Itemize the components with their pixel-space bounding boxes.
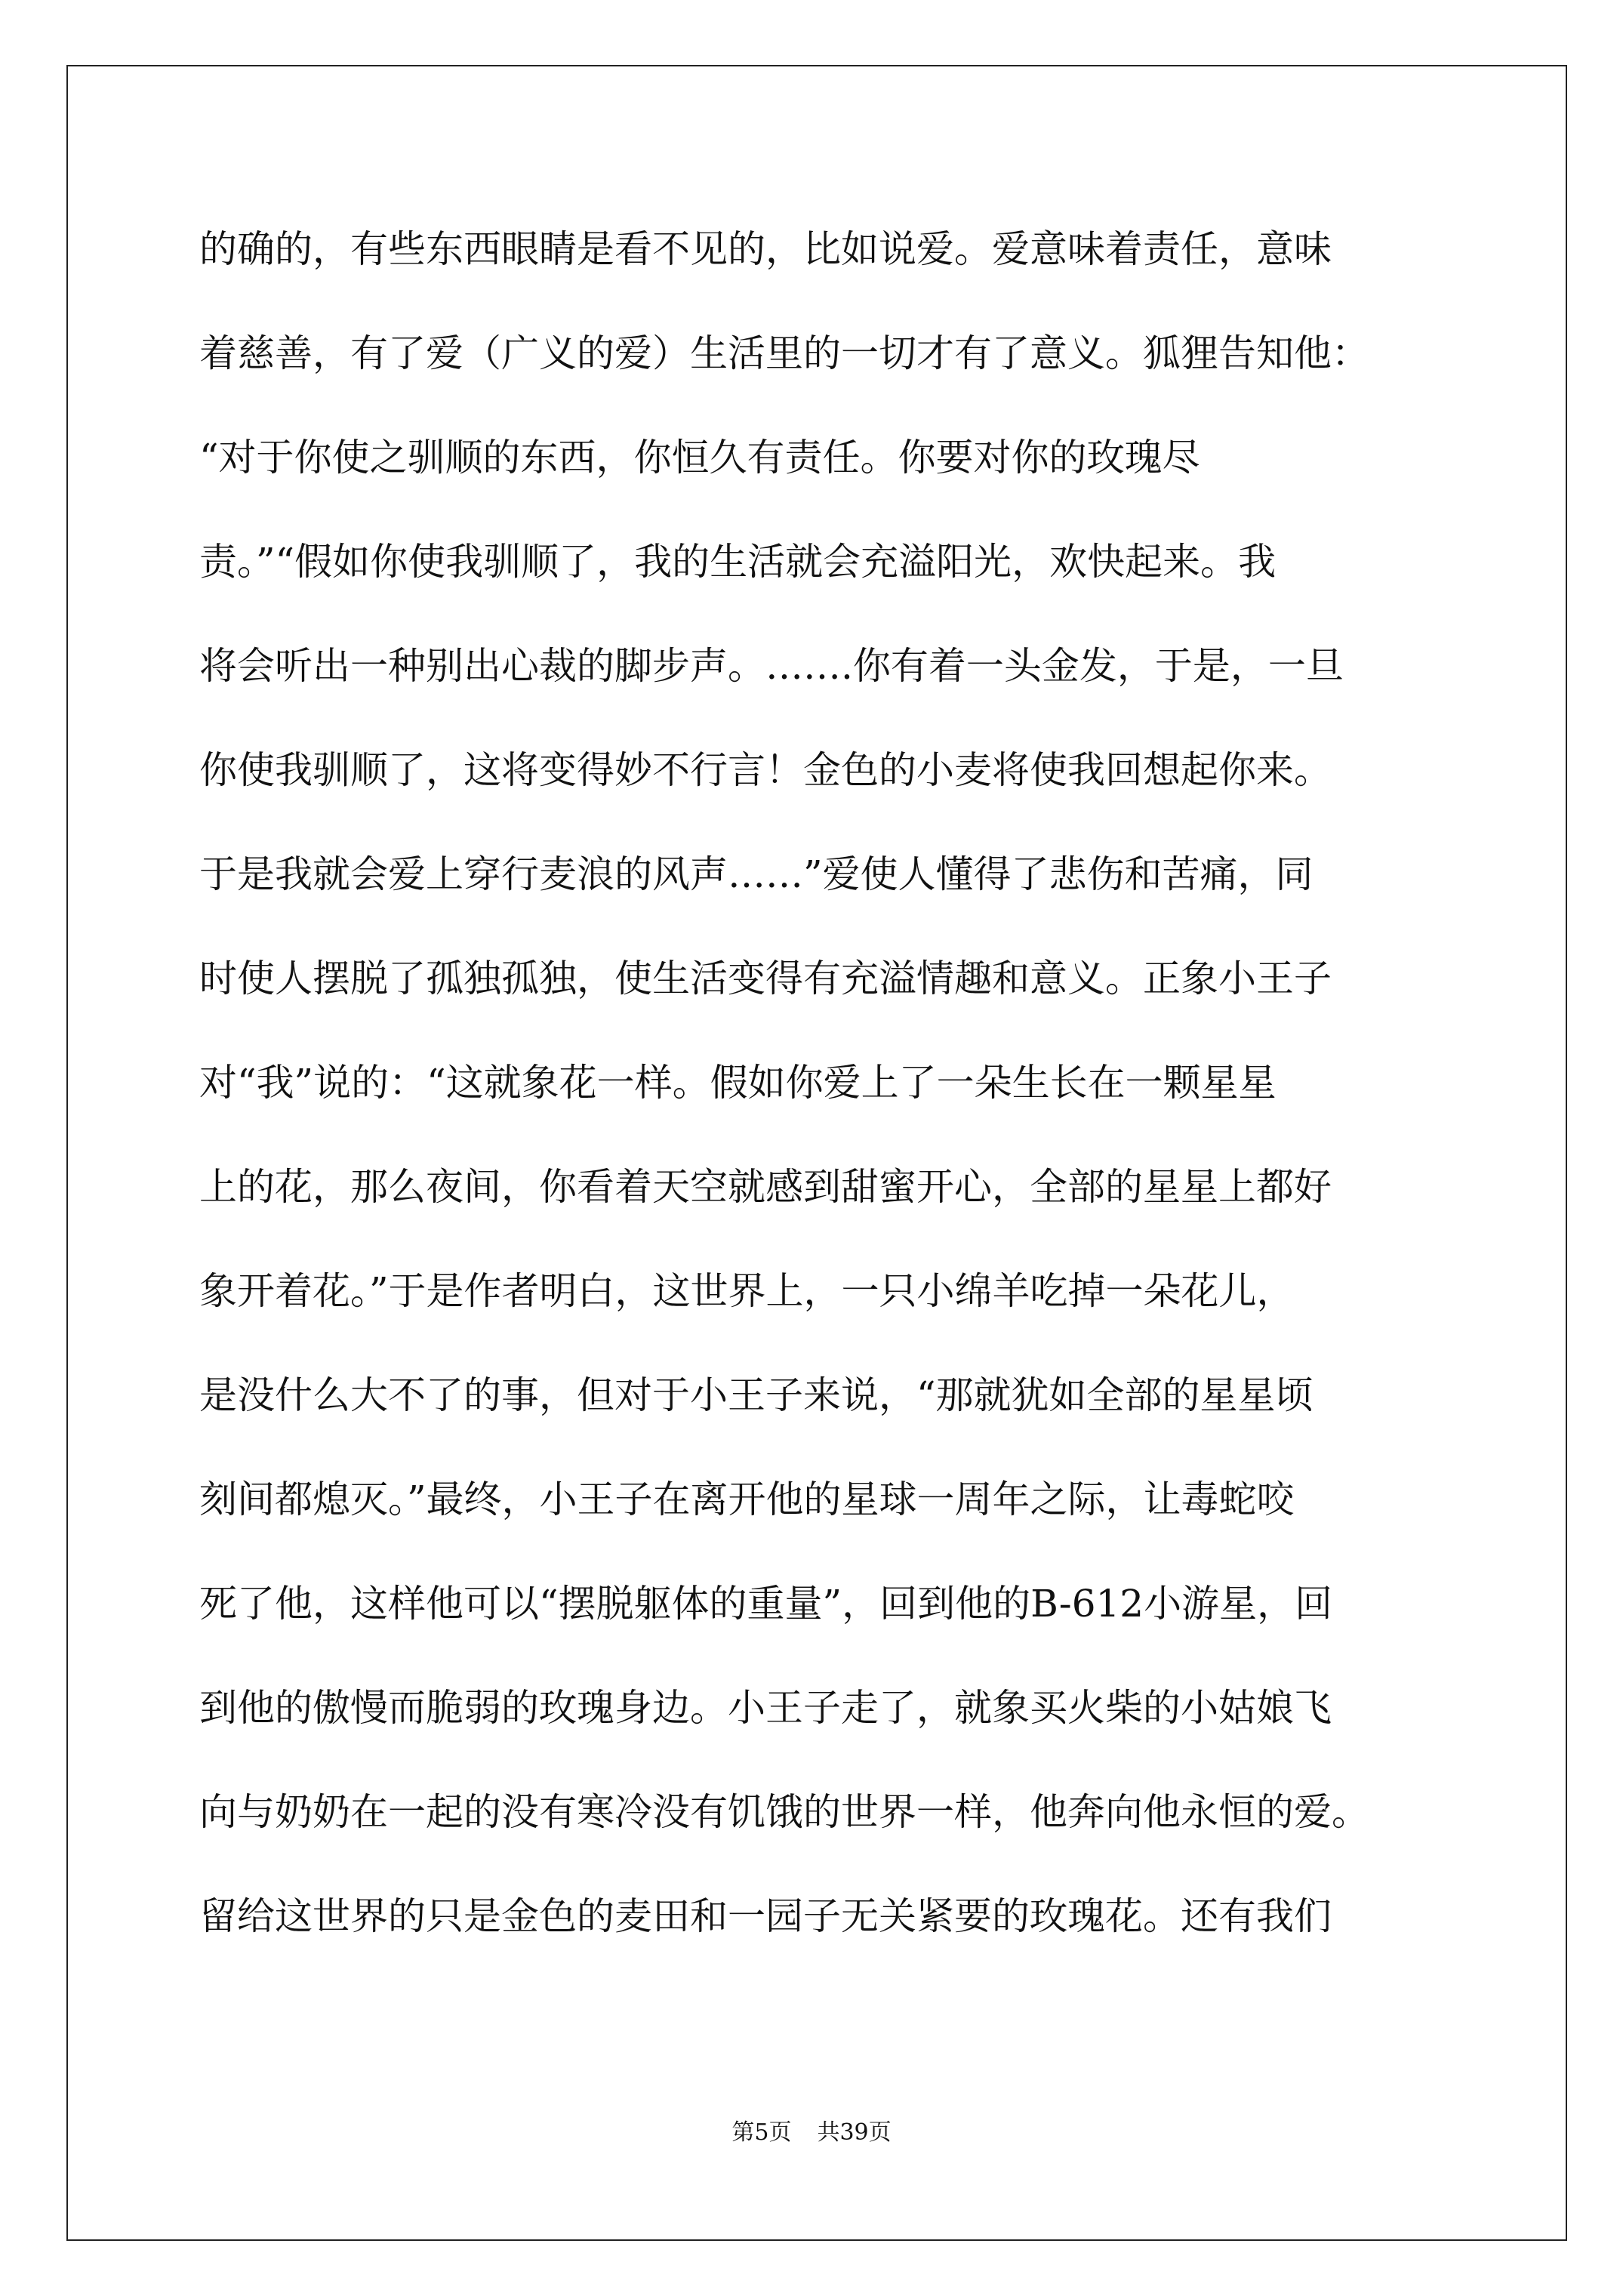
text-line-3: “对于你使之驯顺的东西，你恒久有责任。你要对你的玫瑰尽 [199,436,1200,479]
text-line-1: 的确的，有些东西眼睛是看不见的，比如说爱。爱意味着责任，意味 [199,227,1332,271]
text-line-12: 是没什么大不了的事，但对于小王子来说，“那就犹如全部的星星顷 [199,1373,1313,1417]
text-line-2: 着慈善，有了爱（广义的爱）生活里的一切才有了意义。狐狸告知他： [199,331,1369,375]
text-line-9: 对“我”说的：“这就象花一样。假如你爱上了一朵生长在一颗星星 [199,1061,1277,1105]
page-total: 共39页 [817,2119,892,2146]
text-line-16: 向与奶奶在一起的没有寒冷没有饥饿的世界一样，他奔向他永恒的爱。 [199,1790,1369,1834]
page-number: 第5页 [731,2119,792,2146]
text-line-10: 上的花，那么夜间，你看着天空就感到甜蜜开心，全部的星星上都好 [199,1165,1332,1209]
text-line-4: 责。”“假如你使我驯顺了，我的生活就会充溢阳光，欢快起来。我 [199,540,1277,584]
page-footer [0,2118,1623,2148]
text-line-7: 于是我就会爱上穿行麦浪的风声……”爱使人懂得了悲伤和苦痛，同 [199,852,1313,896]
text-line-14: 死了他，这样他可以“摆脱躯体的重量”，回到他的B-612小游星，回 [199,1582,1333,1626]
text-line-13: 刻间都熄灭。”最终，小王子在离开他的星球一周年之际，让毒蛇咬 [199,1478,1295,1521]
text-line-6: 你使我驯顺了，这将变得妙不行言！金色的小麦将使我回想起你来。 [199,748,1332,792]
text-line-8: 时使人摆脱了孤独孤独，使生活变得有充溢情趣和意义。正象小王子 [199,957,1332,1000]
text-line-15: 到他的傲慢而脆弱的玫瑰身边。小王子走了，就象买火柴的小姑娘飞 [199,1686,1332,1730]
text-line-11: 象开着花。”于是作者明白，这世界上，一只小绵羊吃掉一朵花儿， [199,1269,1295,1313]
text-line-17: 留给这世界的只是金色的麦田和一园子无关紧要的玫瑰花。还有我们 [199,1894,1332,1938]
text-line-5: 将会听出一种别出心裁的脚步声。…….你有着一头金发，于是，一旦 [199,644,1344,688]
